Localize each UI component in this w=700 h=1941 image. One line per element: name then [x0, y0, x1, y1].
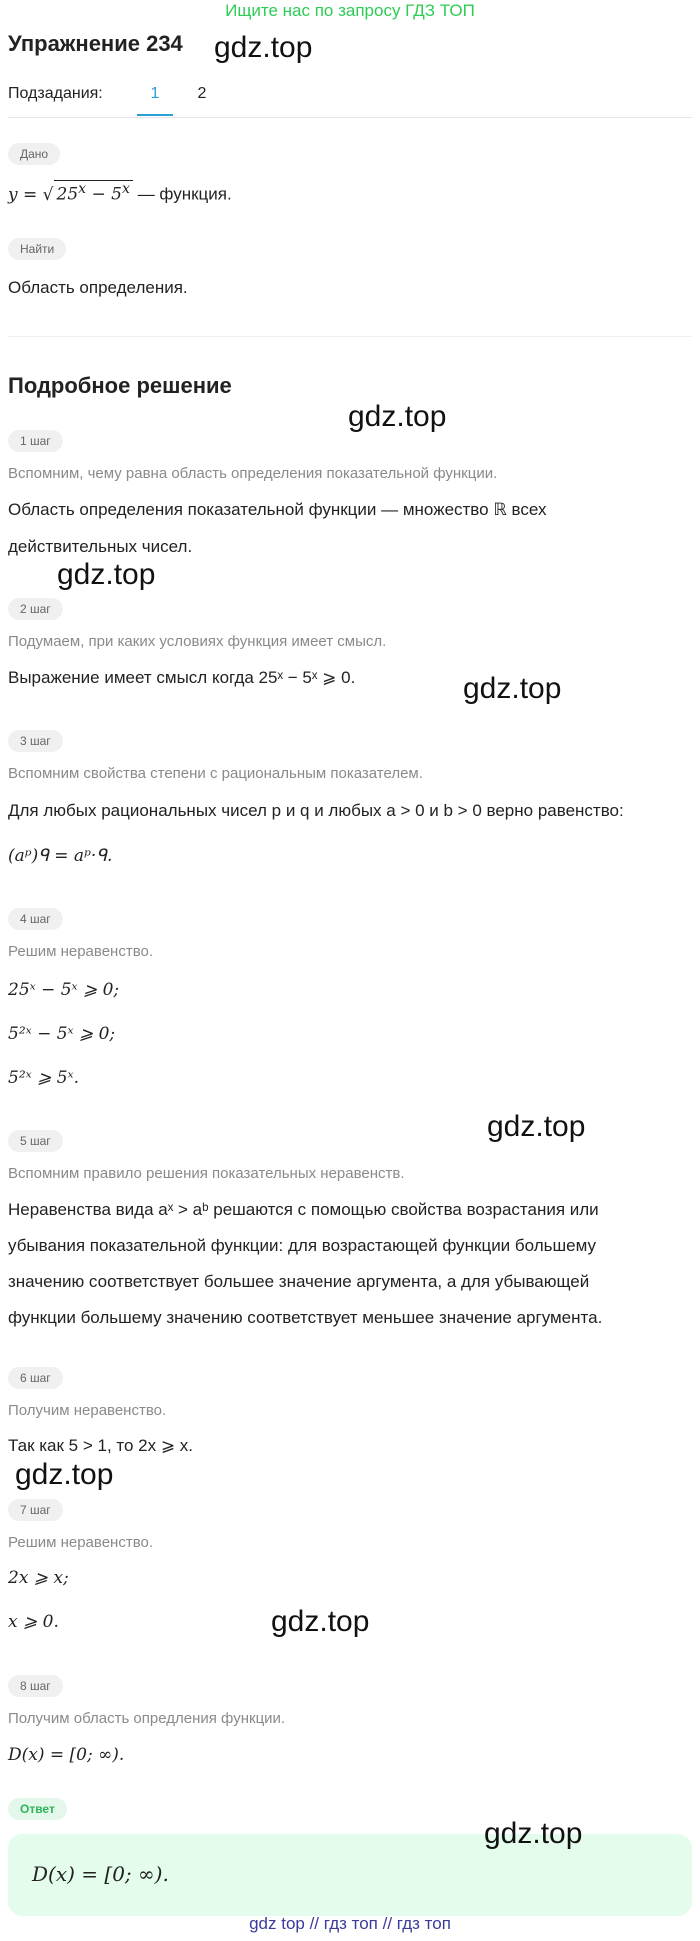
step-1-line-1: Область определения показательной функции — множество ℝ всех — [8, 500, 547, 519]
step-5-line-1: Неравенства вида aˣ > aᵇ решаются с помощью свойства возрастания или — [8, 1200, 599, 1219]
given-suffix: — функция. — [132, 184, 232, 204]
watermark: gdz.top — [487, 1110, 586, 1143]
step-4-line-2: 5²ˣ − 5ˣ ⩾ 0; — [8, 1024, 116, 1044]
step-1-hint: Вспомним, чему равна область определения показательной функции. — [8, 465, 498, 482]
step-4-line-1: 25ˣ − 5ˣ ⩾ 0; — [8, 980, 120, 1000]
step-5-line-2: убывания показательной функции: для возрастающей функции большему — [8, 1236, 596, 1255]
step-4-hint: Решим неравенство. — [8, 943, 153, 960]
step-4-line-3: 5²ˣ ⩾ 5ˣ. — [8, 1068, 79, 1088]
step-7-line-1: 2x ⩾ x; — [8, 1568, 69, 1588]
step-2-hint: Подумаем, при каких условиях функция имеет смысл. — [8, 633, 387, 650]
answer-text: D(x) = [0; ∞). — [32, 1862, 169, 1886]
watermark: gdz.top — [348, 400, 447, 433]
answer-pill: Ответ — [8, 1798, 67, 1820]
step-5-pill: 5 шаг — [8, 1130, 63, 1152]
watermark: gdz.top — [15, 1458, 114, 1491]
step-7-hint: Решим неравенство. — [8, 1534, 153, 1551]
step-8-pill: 8 шаг — [8, 1675, 63, 1697]
step-3-pill: 3 шаг — [8, 730, 63, 752]
page-title: Упражнение 234 — [8, 31, 183, 56]
solution-title: Подробное решение — [8, 373, 232, 398]
step-5-hint: Вспомним правило решения показательных неравенств. — [8, 1165, 405, 1182]
given-pill: Дано — [8, 143, 60, 165]
step-5-line-3: значению соответствует большее значение аргумента, а для убывающей — [8, 1272, 590, 1291]
step-7-pill: 7 шаг — [8, 1499, 63, 1521]
watermark: gdz.top — [271, 1605, 370, 1638]
step-3-line-1: Для любых рациональных чисел p и q и любых a > 0 и b > 0 верно равенство: — [8, 801, 624, 820]
watermark: gdz.top — [57, 558, 156, 591]
find-text: Область определения. — [8, 278, 188, 297]
step-2-pill: 2 шаг — [8, 598, 63, 620]
step-8-line-1: D(x) = [0; ∞). — [8, 1745, 125, 1765]
step-6-line-1: Так как 5 > 1, то 2x ⩾ x. — [8, 1436, 194, 1455]
subtasks-tabs — [8, 85, 692, 118]
step-7-line-2: x ⩾ 0. — [8, 1612, 59, 1632]
divider — [8, 336, 692, 337]
step-1-pill: 1 шаг — [8, 430, 63, 452]
step-4-pill: 4 шаг — [8, 908, 63, 930]
watermark: gdz.top — [214, 31, 313, 64]
top-banner[interactable]: Ищите нас по запросу ГДЗ ТОП — [225, 1, 475, 20]
tab-1[interactable]: 1 — [137, 85, 173, 116]
step-3-hint: Вспомним свойства степени с рациональным показателем. — [8, 765, 423, 782]
answer-box — [8, 1834, 692, 1916]
watermark: gdz.top — [463, 672, 562, 705]
footer-links[interactable]: gdz top // гдз топ // гдз топ — [249, 1914, 451, 1933]
step-1-line-2: действительных чисел. — [8, 537, 193, 556]
tab-2[interactable]: 2 — [197, 85, 207, 102]
step-8-hint: Получим область опредления функции. — [8, 1710, 286, 1727]
given-text — [8, 180, 232, 205]
step-5-line-4: функции большему значению соответствует меньшее значение аргумента. — [8, 1308, 603, 1327]
subtasks-label: Подзадания: — [8, 85, 103, 102]
watermark: gdz.top — [484, 1817, 583, 1850]
find-pill: Найти — [8, 238, 66, 260]
step-2-line-1: Выражение имеет смысл когда 25ˣ − 5ˣ ⩾ 0. — [8, 668, 356, 687]
step-6-pill: 6 шаг — [8, 1367, 63, 1389]
given-formula: y = √ $25^x - 5^x$ — [8, 185, 133, 205]
step-6-hint: Получим неравенство. — [8, 1402, 167, 1419]
step-3-line-2: (aᵖ)ᑫ = aᵖ·ᑫ. — [8, 846, 113, 866]
